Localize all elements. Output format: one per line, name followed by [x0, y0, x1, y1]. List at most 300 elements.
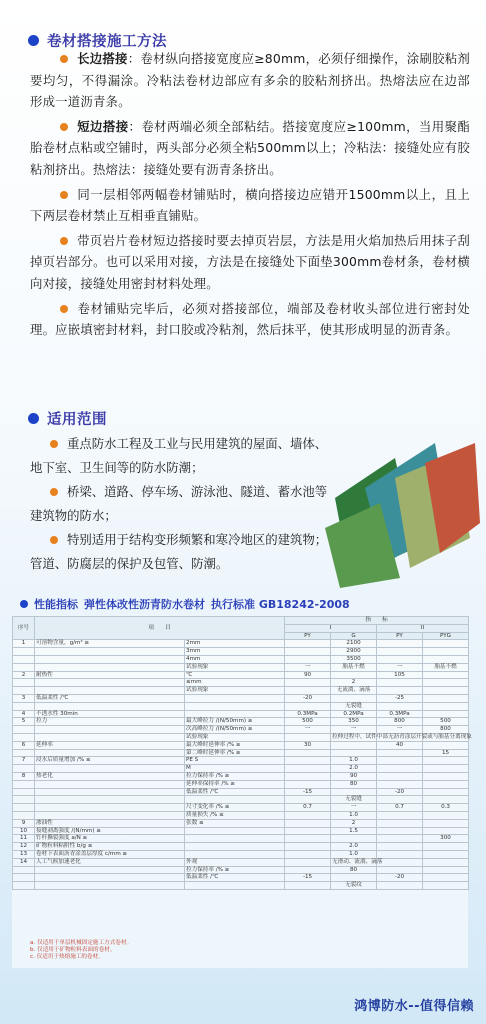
- table-cell: [423, 882, 469, 890]
- table-row: [13, 866, 469, 874]
- table-cell: [13, 733, 35, 741]
- table-row: [13, 788, 469, 796]
- table-cell: [377, 648, 423, 656]
- scope-item-text: 特别适用于结构变形频繁和寒冷地区的建筑物；管道、防腐层的保护及包管、防潮。: [30, 532, 328, 571]
- table-row: [13, 874, 469, 882]
- table-cell: -20: [377, 788, 423, 796]
- table-cell: 90: [331, 772, 377, 780]
- table-row: [13, 655, 469, 663]
- table-row: [13, 804, 469, 812]
- table-cell: 一: [377, 726, 423, 734]
- table-cell: 张数 ≤: [185, 819, 285, 827]
- table-cell: 渗油性: [35, 819, 185, 827]
- table-cell: 800: [423, 726, 469, 734]
- table-cell: 90: [285, 671, 331, 679]
- table-cell: [185, 850, 285, 858]
- table-cell: [331, 671, 377, 679]
- table-cell: [185, 882, 285, 890]
- table-cell: 一: [285, 663, 331, 671]
- table-row: [13, 640, 469, 648]
- table-cell: 1.5: [331, 827, 377, 835]
- table-cell: 低温柔性 /℃: [185, 788, 285, 796]
- blue-bullet-icon: [28, 413, 39, 424]
- table-cell: PE S: [185, 757, 285, 765]
- table-cell: 30: [285, 741, 331, 749]
- method-item-text: ：卷材纵向搭接宽度应≥80mm，必须仔细操作，涂刷胶粘剂要均匀，不得漏涂。冷粘法卷材边部应有多余的胶粘剂挤出。热熔法应在边部形成一道沥青条。: [30, 51, 470, 110]
- table-cell: 0.3: [423, 804, 469, 812]
- table-cell: 2.0: [331, 765, 377, 773]
- table-cell: [285, 772, 331, 780]
- orange-bullet-icon: [60, 305, 68, 313]
- table-row: [13, 765, 469, 773]
- table-cell: 1: [13, 640, 35, 648]
- col-grade-2: II: [377, 624, 469, 632]
- table-cell: [285, 780, 331, 788]
- table-row: [13, 796, 469, 804]
- table-cell: [185, 710, 285, 718]
- table-row: [13, 671, 469, 679]
- table-cell: [377, 819, 423, 827]
- table-cell: [423, 765, 469, 773]
- table-cell: 低温柔性 /℃: [185, 874, 285, 882]
- table-cell: [331, 788, 377, 796]
- table-cell: [285, 679, 331, 687]
- table-cell: [35, 866, 185, 874]
- table-cell: [285, 882, 331, 890]
- brand-slogan: 鸿博防水--值得信赖: [354, 999, 474, 1014]
- table-cell: 无裂缝: [331, 702, 377, 710]
- table-cell: [423, 702, 469, 710]
- orange-bullet-icon: [60, 237, 68, 245]
- table-row: [13, 694, 469, 702]
- table-cell: 一: [285, 726, 331, 734]
- table-cell: [423, 679, 469, 687]
- table-cell: [13, 648, 35, 656]
- table-cell: 12: [13, 843, 35, 851]
- table-row: [13, 726, 469, 734]
- orange-bullet-icon: [50, 536, 58, 544]
- table-cell: 无滑动、流淌、滴落: [332, 858, 383, 865]
- scope-section-title: 适用范围: [47, 412, 107, 428]
- table-cell: [13, 702, 35, 710]
- table-cell: 卷材下表面沥青涂盖层厚度 c/mm ≥: [35, 850, 185, 858]
- orange-bullet-icon: [60, 123, 68, 131]
- table-cell: [377, 796, 423, 804]
- table-cell: [377, 702, 423, 710]
- table-cell: 试验现象: [185, 733, 285, 741]
- table-cell: [285, 757, 331, 765]
- table-cell: [185, 796, 285, 804]
- table-cell: [377, 757, 423, 765]
- table-row: [13, 819, 469, 827]
- scope-item: [30, 432, 330, 480]
- table-cell: 无流淌、滴落: [331, 687, 377, 695]
- table-cell: -15: [285, 874, 331, 882]
- table-cell: [423, 741, 469, 749]
- table-cell: 拉力保持率 /% ≥: [185, 772, 285, 780]
- table-row: [13, 811, 469, 819]
- method-section-title: 卷材搭接施工方法: [47, 34, 167, 50]
- table-cell: [423, 796, 469, 804]
- table-cell: [35, 749, 185, 757]
- table-row: [13, 702, 469, 710]
- table-cell: [285, 850, 331, 858]
- table-cell: [13, 811, 35, 819]
- table-row: [13, 882, 469, 890]
- table-cell: 300: [423, 835, 469, 843]
- table-cell: 矿物粒料粘附性 b/g ≤: [35, 843, 185, 851]
- table-cell: [35, 679, 185, 687]
- table-cell: [377, 835, 423, 843]
- product-name: 弹性体改性沥青防水卷材: [84, 598, 205, 611]
- table-cell: [13, 663, 35, 671]
- table-row: [13, 757, 469, 765]
- col-pyg: PYG: [423, 632, 469, 640]
- table-cell: [35, 726, 185, 734]
- scope-item: [30, 480, 330, 528]
- table-cell: 无裂纹: [331, 882, 377, 890]
- table-cell: [377, 640, 423, 648]
- table-cell: 2: [331, 679, 377, 687]
- table-cell: [331, 694, 377, 702]
- table-cell: [285, 640, 331, 648]
- table-cell: [423, 780, 469, 788]
- note-line: b. 仅适用于矿物粒料表面的卷材。: [30, 947, 116, 953]
- method-item-label: 长边搭接: [77, 51, 128, 66]
- table-cell: 拉力保持率 /% ≥: [185, 866, 285, 874]
- table-cell: [13, 804, 35, 812]
- table-cell: 一: [331, 726, 377, 734]
- table-cell: 1.0: [331, 757, 377, 765]
- table-cell: [35, 874, 185, 882]
- table-cell: 2.0: [331, 843, 377, 851]
- col-g: G: [331, 632, 377, 640]
- table-row: [13, 827, 469, 835]
- table-cell: 接缝剥离强度 /(N/mm) ≥: [35, 827, 185, 835]
- table-cell: [185, 694, 285, 702]
- table-cell: [423, 640, 469, 648]
- table-cell: 延伸率保持率 /% ≥: [185, 780, 285, 788]
- table-cell: [285, 749, 331, 757]
- table-cell: 拉伸过程中，试件中部无沥青涂层开裂或与胎基分离现象: [332, 734, 472, 740]
- method-list: [30, 48, 470, 344]
- table-cell: 2: [331, 819, 377, 827]
- table-cell: [285, 687, 331, 695]
- scope-list: [30, 432, 330, 576]
- table-cell: [377, 679, 423, 687]
- scope-item-text: 桥梁、道路、停车场、游泳池、隧道、蓄水池等建筑物的防水；: [30, 484, 328, 523]
- table-cell: 13: [13, 850, 35, 858]
- table-cell: 0.7: [377, 804, 423, 812]
- table-cell: 80: [331, 866, 377, 874]
- table-row: [13, 780, 469, 788]
- table-cell: 105: [377, 671, 423, 679]
- table-row: [13, 741, 469, 749]
- table-cell: 钉杆撕裂强度 a/N ≥: [35, 835, 185, 843]
- table-cell: [377, 749, 423, 757]
- method-item: [30, 116, 470, 181]
- table-cell: [35, 811, 185, 819]
- table-cell: [423, 694, 469, 702]
- table-cell: 次高峰拉力 /(N/50mm) ≥: [185, 726, 285, 734]
- table-cell: [285, 858, 331, 866]
- table-cell: 0.7: [285, 804, 331, 812]
- table-cell: [13, 687, 35, 695]
- table-cell: 1.0: [331, 811, 377, 819]
- table-cell: 800: [377, 718, 423, 726]
- method-item-label: 短边搭接: [77, 118, 129, 134]
- table-cell: 不透水性 30min: [35, 710, 185, 718]
- table-cell: 5: [13, 718, 35, 726]
- table-row: [13, 679, 469, 687]
- table-cell: [285, 827, 331, 835]
- table-cell: 80: [331, 780, 377, 788]
- table-cell: 0.3MPa: [285, 710, 331, 718]
- table-cell: [13, 874, 35, 882]
- performance-label: 性能指标: [34, 598, 78, 611]
- performance-header: [20, 596, 356, 612]
- table-cell: [423, 687, 469, 695]
- table-cell: [285, 866, 331, 874]
- table-cell: [185, 835, 285, 843]
- table-cell: 无裂缝: [331, 796, 377, 804]
- table-cell: [285, 648, 331, 656]
- table-cell: [285, 733, 331, 741]
- note-line: c. 仅适用于热熔施工的卷材。: [30, 954, 104, 960]
- table-cell: 可溶物含量，g/m² ≥: [35, 640, 185, 648]
- table-cell: [13, 788, 35, 796]
- col-grade-1: I: [285, 624, 377, 632]
- table-cell: 质量损失 /% ≤: [185, 811, 285, 819]
- table-cell: 40: [377, 741, 423, 749]
- table-cell: 9: [13, 819, 35, 827]
- table-cell: [35, 765, 185, 773]
- table-cell: [285, 811, 331, 819]
- table-cell: [331, 874, 377, 882]
- table-cell: [13, 679, 35, 687]
- table-cell: 6: [13, 741, 35, 749]
- table-cell: 0.2MPa: [331, 710, 377, 718]
- method-item: [30, 184, 470, 227]
- table-cell: 7: [13, 757, 35, 765]
- table-cell: [35, 648, 185, 656]
- table-cell: [331, 741, 377, 749]
- table-cell: [13, 765, 35, 773]
- table-cell: 3500: [331, 655, 377, 663]
- table-cell: 15: [423, 749, 469, 757]
- table-row: [13, 858, 469, 866]
- table-cell: 热老化: [35, 772, 185, 780]
- method-item-text: 卷材铺贴完毕后，必须对搭接部位，端部及卷材收头部位进行密封处理。应嵌填密封材料，封口胶或冷粘剂，然后抹平，使其形成明显的沥青条。: [30, 300, 470, 338]
- table-cell: 外观: [185, 858, 285, 866]
- table-cell: [13, 655, 35, 663]
- table-cell: -15: [285, 788, 331, 796]
- table-cell: [377, 827, 423, 835]
- table-cell: [13, 796, 35, 804]
- table-cell: [377, 811, 423, 819]
- table-cell: [35, 882, 185, 890]
- table-row: [13, 687, 469, 695]
- col-no: 序号: [13, 617, 35, 640]
- membrane-samples-image: [325, 438, 480, 588]
- table-cell: 2: [13, 671, 35, 679]
- table-cell: -25: [377, 694, 423, 702]
- table-cell: [35, 687, 185, 695]
- table-cell: 低温柔性 /℃: [35, 694, 185, 702]
- table-cell: 一: [331, 804, 377, 812]
- table-cell: [35, 702, 185, 710]
- table-cell: 2100: [331, 640, 377, 648]
- table-cell: [285, 843, 331, 851]
- table-cell: 1.0: [331, 850, 377, 858]
- table-row: [13, 663, 469, 671]
- table-cell: -20: [285, 694, 331, 702]
- table-cell: [35, 788, 185, 796]
- performance-table: [12, 616, 472, 890]
- table-cell: 胎基不燃: [331, 663, 377, 671]
- table-cell: 14: [13, 858, 35, 866]
- table-cell: [423, 710, 469, 718]
- table-cell: [423, 843, 469, 851]
- orange-bullet-icon: [50, 440, 58, 448]
- table-row: [13, 843, 469, 851]
- performance-table-container: [12, 616, 472, 968]
- method-item-text: 同一层相邻两幅卷材铺贴时，横向搭接边应错开1500mm以上，且上下两层卷材禁止互相垂直铺贴。: [30, 186, 470, 224]
- table-cell: [377, 780, 423, 788]
- table-cell: 3: [13, 694, 35, 702]
- table-cell: [423, 819, 469, 827]
- table-cell: -20: [377, 874, 423, 882]
- table-cell: 4mm: [185, 655, 285, 663]
- table-cell: [423, 850, 469, 858]
- table-cell: [13, 882, 35, 890]
- table-cell: 延伸率: [35, 741, 185, 749]
- scope-item-text: 重点防水工程及工业与民用建筑的屋面、墙体、地下室、卫生间等的防水防潮；: [30, 436, 328, 475]
- table-cell: 500: [285, 718, 331, 726]
- method-item: [30, 298, 470, 341]
- table-cell: 11: [13, 835, 35, 843]
- table-cell: 0.3MPa: [377, 710, 423, 718]
- table-cell: [423, 874, 469, 882]
- blue-bullet-icon: [20, 600, 28, 608]
- table-cell: [13, 780, 35, 788]
- table-cell: 4: [13, 710, 35, 718]
- table-cell: [423, 757, 469, 765]
- table-cell: 2900: [331, 648, 377, 656]
- table-cell: [13, 726, 35, 734]
- method-item: [30, 230, 470, 295]
- table-cell: 浸水后质量增加 /% ≤: [35, 757, 185, 765]
- table-cell: [13, 866, 35, 874]
- table-cell: [377, 655, 423, 663]
- table-cell: [377, 843, 423, 851]
- table-cell: 3mm: [185, 648, 285, 656]
- method-item: [30, 48, 470, 113]
- method-item-text: ：卷材两端必须全部粘结。搭接宽度应≥100mm，当用聚酯胎卷材点粘或空铺时，两头部分必须全粘500mm以上；冷粘法：接缝处应有胶粘剂挤出。热熔法：接缝处要有沥青条挤出。: [30, 118, 470, 177]
- orange-bullet-icon: [60, 191, 68, 199]
- table-cell: [423, 866, 469, 874]
- table-cell: [285, 819, 331, 827]
- table-row: [13, 749, 469, 757]
- standard-label: 执行标准 GB18242-2008: [211, 598, 350, 611]
- table-row: [13, 835, 469, 843]
- table-cell: ℃: [185, 671, 285, 679]
- col-index: 指 标: [285, 617, 469, 625]
- table-cell: M: [185, 765, 285, 773]
- table-cell: [285, 835, 331, 843]
- table-row: [13, 772, 469, 780]
- scope-item: [30, 528, 330, 576]
- table-cell: [377, 858, 423, 866]
- table-cell: [285, 655, 331, 663]
- table-cell: [377, 866, 423, 874]
- table-cell: [423, 811, 469, 819]
- table-cell: 最大峰拉力 /(N/50mm) ≥: [185, 718, 285, 726]
- table-cell: [35, 780, 185, 788]
- scope-section-header: [28, 408, 107, 429]
- table-cell: [185, 843, 285, 851]
- table-cell: 最大峰时延伸率 /% ≥: [185, 741, 285, 749]
- table-cell: [185, 702, 285, 710]
- table-cell: [377, 687, 423, 695]
- table-cell: [423, 772, 469, 780]
- table-row: [13, 733, 469, 741]
- table-cell: 耐热性: [35, 671, 185, 679]
- table-cell: [35, 655, 185, 663]
- table-cell: [423, 827, 469, 835]
- table-cell: [423, 788, 469, 796]
- table-row: [13, 850, 469, 858]
- table-cell: [35, 663, 185, 671]
- table-cell: [285, 796, 331, 804]
- table-cell: [331, 749, 377, 757]
- table-cell: [185, 827, 285, 835]
- table-cell: 2mm: [185, 640, 285, 648]
- table-cell: [35, 733, 185, 741]
- table-cell: [331, 835, 377, 843]
- table-cell: 500: [423, 718, 469, 726]
- table-cell: [285, 702, 331, 710]
- table-cell: [423, 858, 469, 866]
- table-cell: 尺寸变化率 /% ≤: [185, 804, 285, 812]
- table-cell: [377, 882, 423, 890]
- table-cell: 试验现象: [185, 663, 285, 671]
- table-cell: [377, 765, 423, 773]
- note-line: a. 仅适用于单层机械固定施工方式卷材。: [30, 940, 133, 946]
- table-notes: [30, 940, 132, 961]
- col-py: PY: [285, 632, 331, 640]
- table-row: [13, 718, 469, 726]
- table-cell: 10: [13, 827, 35, 835]
- table-cell: [423, 648, 469, 656]
- table-row: [13, 710, 469, 718]
- table-cell: 一: [377, 663, 423, 671]
- table-cell: [423, 655, 469, 663]
- orange-bullet-icon: [50, 488, 58, 496]
- col-item: 项 目: [35, 617, 285, 640]
- table-cell: 试验现象: [185, 687, 285, 695]
- table-cell: [285, 765, 331, 773]
- table-cell: [377, 772, 423, 780]
- table-cell: 8: [13, 772, 35, 780]
- table-cell: [35, 804, 185, 812]
- table-cell: [423, 671, 469, 679]
- table-cell: [13, 749, 35, 757]
- table-cell: 第二峰时延伸率 /% ≥: [185, 749, 285, 757]
- table-cell: [377, 850, 423, 858]
- method-item-text: 带页岩片卷材短边搭接时要去掉页岩层，方法是用火焰加热后用抹子刮掉页岩部分。也可以采用对接，方法是在接缝处下面垫300mm卷材条，卷材横向对接，接缝处用密封材料处理。: [30, 232, 470, 291]
- table-cell: 拉力: [35, 718, 185, 726]
